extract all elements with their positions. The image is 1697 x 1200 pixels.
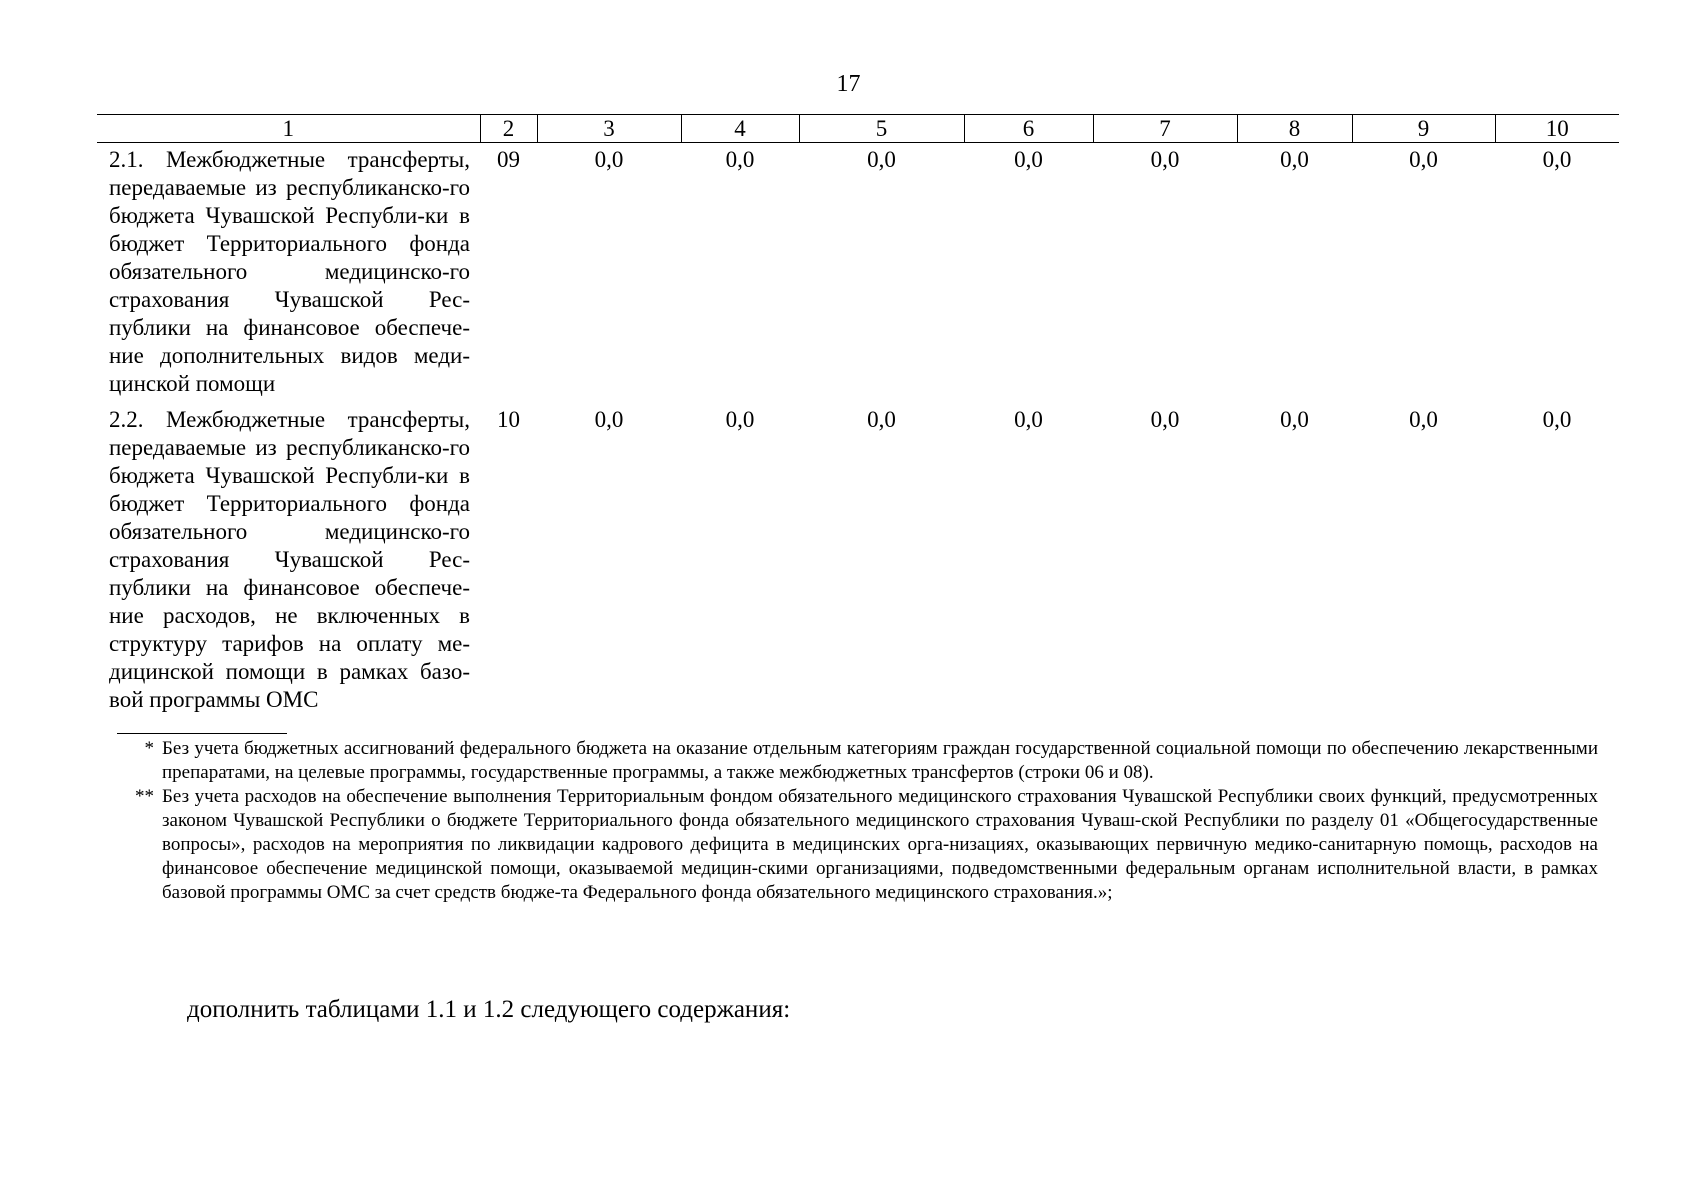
footnote xyxy=(110,785,1598,905)
row-value: 0,0 xyxy=(1280,147,1309,172)
footnote-separator xyxy=(117,733,287,734)
column-header: 10 xyxy=(1495,115,1619,143)
footnote-mark: ** xyxy=(135,786,154,807)
column-header: 8 xyxy=(1237,115,1352,143)
row-value: 0,0 xyxy=(594,407,624,432)
row-value: 0,0 xyxy=(725,407,755,432)
column-header: 3 xyxy=(537,115,681,143)
table-header-row xyxy=(97,115,1619,143)
page-number: 17 xyxy=(836,71,861,97)
row-value: 0,0 xyxy=(594,147,624,172)
budget-table xyxy=(97,114,1619,719)
row-value: 0,0 xyxy=(867,407,896,432)
row-value: 0,0 xyxy=(1150,407,1180,432)
row-code: 10 xyxy=(497,407,520,432)
footnotes xyxy=(110,737,1598,905)
footnote-text: Без учета расходов на обеспечение выполнения Территориальным фондом обязательного медицинского страхования Чувашской Республики своих функций, предусмотренных законом Чувашской Республики о бюджете Территориального фонда обязательного медицинского страхования Чуваш-ской Республики по разделу 01 «Общегосударственные вопросы», расходов на мероприятия по ликвидации кадрового дефицита в медицинских орга-низациях, оказывающих первичную медико-санитарную помощь, расходов на финансовое обеспечение медицинской помощи, оказываемой медицин-скими организациями, подведомственными федеральным органам исполнительной власти, в рамках базовой программы ОМС за счет средств бюдже-та Федерального фонда обязательного медицинского страхования.»; xyxy=(162,786,1598,903)
column-header: 6 xyxy=(964,115,1093,143)
row-value: 0,0 xyxy=(1014,147,1043,172)
row-value: 0,0 xyxy=(1280,407,1309,432)
row-code: 09 xyxy=(497,147,520,172)
column-header: 1 xyxy=(97,115,480,143)
column-header: 7 xyxy=(1093,115,1237,143)
table-row xyxy=(97,403,1619,719)
row-value: 0,0 xyxy=(867,147,896,172)
row-name: 2.1. Межбюджетные трансферты, передаваемые из республиканско-го бюджета Чувашской Республи-ки в бюджет Территориального фонда обязательного медицинско-го страхования Чувашской Рес-публики на финансовое обеспече-ние дополнительных видов меди-цинской помощи xyxy=(109,147,470,396)
column-header: 4 xyxy=(681,115,799,143)
row-value: 0,0 xyxy=(1150,147,1180,172)
row-value: 0,0 xyxy=(1409,147,1438,172)
table-row xyxy=(97,143,1619,404)
column-header: 9 xyxy=(1352,115,1495,143)
footnote-text: Без учета бюджетных ассигнований федерального бюджета на оказание отдельным категориям граждан государственной социальной помощи по обеспечению лекарственными препаратами, на целевые программы, государственные программы, а также межбюджетных трансфертов (строки 06 и 08). xyxy=(162,738,1598,783)
footnote xyxy=(110,737,1598,785)
row-value: 0,0 xyxy=(725,147,755,172)
column-header: 2 xyxy=(480,115,537,143)
row-value: 0,0 xyxy=(1542,407,1572,432)
footnote-mark: * xyxy=(144,738,154,759)
closing-paragraph: дополнить таблицами 1.1 и 1.2 следующего содержания: xyxy=(187,996,791,1023)
row-name: 2.2. Межбюджетные трансферты, передаваемые из республиканско-го бюджета Чувашской Республи-ки в бюджет Территориального фонда обязательного медицинско-го страхования Чувашской Рес-публики на финансовое обеспече-ние расходов, не включенных в структуру тарифов на оплату ме-дицинской помощи в рамках базо-вой программы ОМС xyxy=(109,407,470,712)
column-header: 5 xyxy=(799,115,964,143)
row-value: 0,0 xyxy=(1409,407,1438,432)
row-value: 0,0 xyxy=(1542,147,1572,172)
row-value: 0,0 xyxy=(1014,407,1043,432)
